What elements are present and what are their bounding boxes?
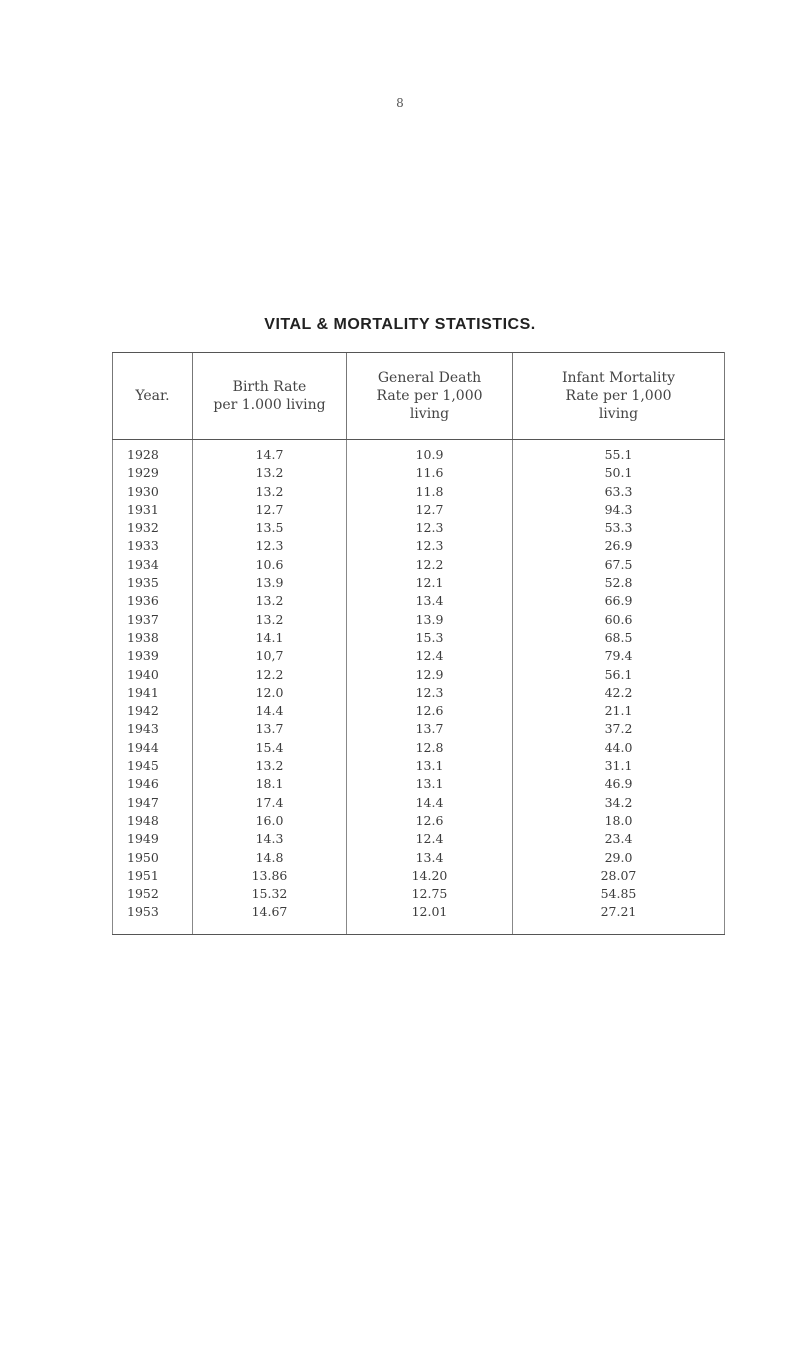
death-rate-cell: 14.20 (347, 867, 513, 885)
death-rate-cell: 13.4 (347, 592, 513, 610)
birth-rate-cell: 14.7 (193, 440, 347, 465)
death-rate-cell: 13.7 (347, 720, 513, 738)
table-row (113, 574, 725, 592)
year-cell: 1947 (113, 794, 193, 812)
year-cell: 1930 (113, 483, 193, 501)
header-birth-rate (193, 353, 347, 440)
birth-rate-cell: 10.6 (193, 556, 347, 574)
table-row (113, 537, 725, 555)
birth-rate-cell: 13.2 (193, 611, 347, 629)
infant-mortality-cell: 31.1 (513, 757, 725, 775)
infant-mortality-cell: 34.2 (513, 794, 725, 812)
header-death-line3: living (409, 406, 450, 422)
birth-rate-cell: 12.0 (193, 684, 347, 702)
year-cell: 1946 (113, 775, 193, 793)
infant-mortality-cell: 42.2 (513, 684, 725, 702)
birth-rate-cell: 13.9 (193, 574, 347, 592)
infant-mortality-cell: 55.1 (513, 440, 725, 465)
death-rate-cell: 13.1 (347, 775, 513, 793)
death-rate-cell: 15.3 (347, 629, 513, 647)
table-row (113, 483, 725, 501)
year-cell: 1949 (113, 830, 193, 848)
year-cell: 1936 (113, 592, 193, 610)
table-row (113, 720, 725, 738)
death-rate-cell: 12.1 (347, 574, 513, 592)
death-rate-cell: 13.4 (347, 849, 513, 867)
table-row (113, 757, 725, 775)
infant-mortality-cell: 18.0 (513, 812, 725, 830)
birth-rate-cell: 13.2 (193, 483, 347, 501)
birth-rate-cell: 13.2 (193, 757, 347, 775)
header-death-line2: Rate per 1,000 (376, 388, 483, 404)
infant-mortality-cell: 67.5 (513, 556, 725, 574)
death-rate-cell: 12.4 (347, 830, 513, 848)
infant-mortality-cell: 60.6 (513, 611, 725, 629)
table-row (113, 611, 725, 629)
year-cell: 1928 (113, 440, 193, 465)
header-birth-line1: Birth Rate (232, 379, 307, 395)
infant-mortality-cell: 68.5 (513, 629, 725, 647)
table-row (113, 702, 725, 720)
page-number: 8 (396, 96, 404, 110)
year-cell: 1945 (113, 757, 193, 775)
birth-rate-cell: 12.7 (193, 501, 347, 519)
infant-mortality-cell: 27.21 (513, 903, 725, 934)
birth-rate-cell: 14.8 (193, 849, 347, 867)
infant-mortality-cell: 56.1 (513, 666, 725, 684)
death-rate-cell: 12.6 (347, 702, 513, 720)
year-cell: 1934 (113, 556, 193, 574)
year-cell: 1932 (113, 519, 193, 537)
header-death-line1: General Death (377, 370, 482, 386)
death-rate-cell: 14.4 (347, 794, 513, 812)
birth-rate-cell: 13.5 (193, 519, 347, 537)
vital-statistics-table (112, 352, 725, 935)
birth-rate-cell: 14.1 (193, 629, 347, 647)
infant-mortality-cell: 53.3 (513, 519, 725, 537)
header-birth-line2: per 1.000 living (213, 397, 326, 413)
year-cell: 1952 (113, 885, 193, 903)
birth-rate-cell: 14.3 (193, 830, 347, 848)
birth-rate-cell: 13.86 (193, 867, 347, 885)
year-cell: 1951 (113, 867, 193, 885)
death-rate-cell: 13.9 (347, 611, 513, 629)
infant-mortality-cell: 46.9 (513, 775, 725, 793)
birth-rate-cell: 10,7 (193, 647, 347, 665)
death-rate-cell: 12.8 (347, 739, 513, 757)
year-cell: 1941 (113, 684, 193, 702)
table-row (113, 739, 725, 757)
table-row (113, 519, 725, 537)
infant-mortality-cell: 54.85 (513, 885, 725, 903)
table-row (113, 830, 725, 848)
death-rate-cell: 11.8 (347, 483, 513, 501)
year-cell: 1933 (113, 537, 193, 555)
infant-mortality-cell: 28.07 (513, 867, 725, 885)
table-row (113, 666, 725, 684)
death-rate-cell: 12.7 (347, 501, 513, 519)
birth-rate-cell: 12.3 (193, 537, 347, 555)
birth-rate-cell: 16.0 (193, 812, 347, 830)
infant-mortality-cell: 21.1 (513, 702, 725, 720)
table-row (113, 867, 725, 885)
birth-rate-cell: 15.4 (193, 739, 347, 757)
year-cell: 1940 (113, 666, 193, 684)
header-death-rate (347, 353, 513, 440)
year-cell: 1948 (113, 812, 193, 830)
table-row (113, 501, 725, 519)
table-row (113, 849, 725, 867)
death-rate-cell: 10.9 (347, 440, 513, 465)
table-row (113, 684, 725, 702)
infant-mortality-cell: 66.9 (513, 592, 725, 610)
header-infant-mortality (513, 353, 725, 440)
year-cell: 1939 (113, 647, 193, 665)
death-rate-cell: 12.3 (347, 519, 513, 537)
year-cell: 1929 (113, 464, 193, 482)
birth-rate-cell: 14.67 (193, 903, 347, 934)
death-rate-cell: 12.9 (347, 666, 513, 684)
year-cell: 1942 (113, 702, 193, 720)
header-year-label: Year. (135, 388, 170, 404)
table-row (113, 440, 725, 465)
infant-mortality-cell: 63.3 (513, 483, 725, 501)
infant-mortality-cell: 44.0 (513, 739, 725, 757)
death-rate-cell: 12.75 (347, 885, 513, 903)
year-cell: 1950 (113, 849, 193, 867)
birth-rate-cell: 13.2 (193, 592, 347, 610)
birth-rate-cell: 18.1 (193, 775, 347, 793)
death-rate-cell: 12.2 (347, 556, 513, 574)
infant-mortality-cell: 50.1 (513, 464, 725, 482)
table-row (113, 592, 725, 610)
page-title: VITAL & MORTALITY STATISTICS. (264, 316, 536, 333)
infant-mortality-cell: 23.4 (513, 830, 725, 848)
table-body (113, 440, 725, 935)
table-row (113, 464, 725, 482)
year-cell: 1953 (113, 903, 193, 934)
table-row (113, 647, 725, 665)
death-rate-cell: 12.3 (347, 537, 513, 555)
year-cell: 1938 (113, 629, 193, 647)
infant-mortality-cell: 94.3 (513, 501, 725, 519)
death-rate-cell: 12.4 (347, 647, 513, 665)
header-infant-line1: Infant Mortality (561, 370, 676, 386)
infant-mortality-cell: 29.0 (513, 849, 725, 867)
death-rate-cell: 13.1 (347, 757, 513, 775)
header-year (113, 353, 193, 440)
birth-rate-cell: 14.4 (193, 702, 347, 720)
death-rate-cell: 12.3 (347, 684, 513, 702)
birth-rate-cell: 15.32 (193, 885, 347, 903)
year-cell: 1944 (113, 739, 193, 757)
death-rate-cell: 12.6 (347, 812, 513, 830)
year-cell: 1943 (113, 720, 193, 738)
table-row (113, 885, 725, 903)
infant-mortality-cell: 37.2 (513, 720, 725, 738)
birth-rate-cell: 13.7 (193, 720, 347, 738)
table-row (113, 629, 725, 647)
table-row (113, 775, 725, 793)
header-infant-line2: Rate per 1,000 (565, 388, 672, 404)
birth-rate-cell: 13.2 (193, 464, 347, 482)
year-cell: 1931 (113, 501, 193, 519)
header-infant-line3: living (598, 406, 639, 422)
year-cell: 1935 (113, 574, 193, 592)
year-cell: 1937 (113, 611, 193, 629)
death-rate-cell: 11.6 (347, 464, 513, 482)
table-row (113, 812, 725, 830)
table-row (113, 556, 725, 574)
table-header-row (113, 353, 725, 440)
infant-mortality-cell: 79.4 (513, 647, 725, 665)
death-rate-cell: 12.01 (347, 903, 513, 934)
infant-mortality-cell: 52.8 (513, 574, 725, 592)
table-row (113, 903, 725, 934)
statistics-table-container (112, 352, 724, 935)
birth-rate-cell: 12.2 (193, 666, 347, 684)
table-row (113, 794, 725, 812)
infant-mortality-cell: 26.9 (513, 537, 725, 555)
birth-rate-cell: 17.4 (193, 794, 347, 812)
